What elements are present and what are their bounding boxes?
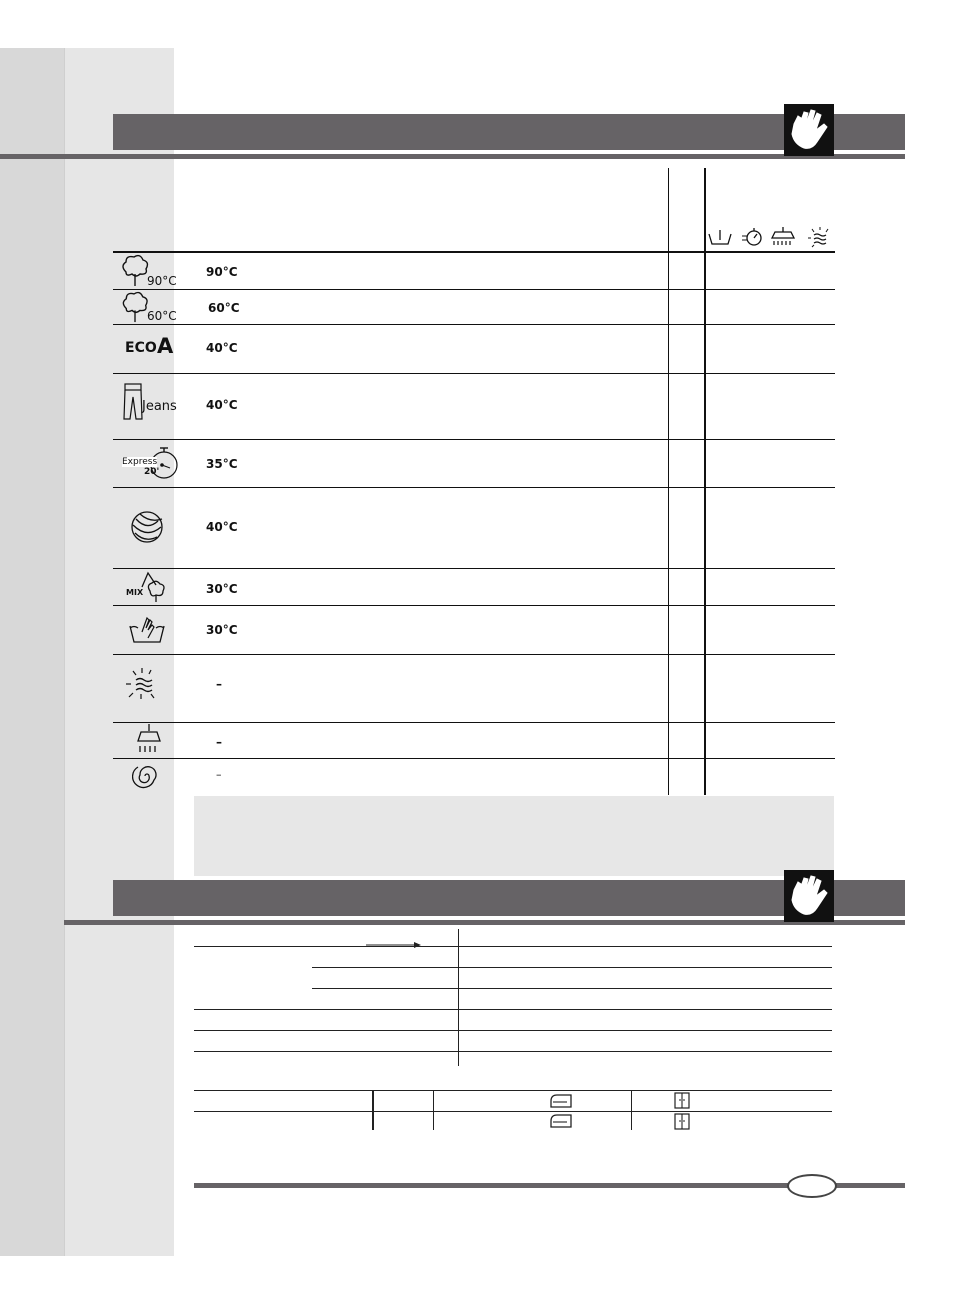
programme-temperature: 35°C [206,457,238,471]
section-header-rule-2 [64,920,905,925]
cotton-60-symbol-text: 60°C [147,309,177,323]
row-divider [113,439,835,440]
programme-temperature: 60°C [208,301,240,315]
dimensions-table-rule [194,1090,832,1091]
arrow-right-icon [366,934,422,942]
wool-icon [130,509,164,545]
spec-table-rule [312,988,832,989]
basin-icon [709,230,731,244]
programme-temperature: – [216,677,222,691]
table-header-rule [113,251,835,253]
express-minutes-label: 20' [144,467,160,477]
programme-temperature: 40°C [206,398,238,412]
row-divider [113,324,835,325]
cotton-90-symbol-text: 90°C [147,274,177,288]
programme-temperature: 90°C [206,265,238,279]
table-row [122,383,182,423]
programme-temperature: – [216,735,222,749]
spec-table-rule [312,967,832,968]
cotton-icon [120,254,150,288]
row-divider [113,487,835,488]
row-divider [113,289,835,290]
wardrobe-icon [674,1092,690,1109]
dimensions-table-rule [194,1111,832,1112]
refresh-icon [125,668,161,700]
dimensions-table-divider [433,1090,434,1130]
hand-icon [784,870,834,922]
refresh-icon [808,227,828,247]
wardrobe-icon [674,1113,690,1130]
column-icons [706,226,834,248]
row-divider [113,654,835,655]
rinse-icon [772,227,794,245]
spec-table-rule [194,1009,832,1010]
row-divider [113,568,835,569]
section-header-rule-1 [0,154,905,159]
eco-label: ECO [125,340,157,356]
table-row [120,254,180,288]
iron-icon [549,1113,573,1129]
row-divider [113,758,835,759]
row-divider [113,605,835,606]
express-label: Express [122,457,158,467]
table-row [120,291,180,324]
mix-icon [136,571,168,603]
table-col-divider-2 [704,168,706,795]
dimensions-table-divider [372,1090,374,1130]
jeans-label: Jeans [142,399,177,414]
hand-icon [784,104,834,156]
timer-icon [742,228,761,245]
page-number-oval [787,1174,837,1198]
eco-a-label: A [157,334,174,358]
iron-icon [549,1093,573,1109]
hand-wash-icon [128,614,166,644]
spec-table-divider [458,929,459,1066]
programme-temperature: – [216,768,222,781]
rinse-icon [135,723,163,755]
spec-table-rule [194,1030,832,1031]
row-divider [113,373,835,374]
programme-temperature: 40°C [206,520,238,534]
spec-table-rule [194,946,832,947]
dimensions-table-divider [631,1090,632,1130]
table-row [125,334,185,360]
table-row [126,571,170,603]
row-divider [113,722,835,723]
cotton-icon [120,291,150,324]
margin-band-outer [0,48,64,1256]
notes-box [194,796,834,876]
table-col-divider-1 [668,168,669,795]
programme-temperature: 40°C [206,341,238,355]
programme-temperature: 30°C [206,623,238,637]
margin-band-inner [64,48,174,1256]
spin-icon [132,761,162,791]
jeans-icon [122,383,144,421]
programme-temperature: 30°C [206,582,238,596]
table-row [122,446,184,480]
spec-table-rule [194,1051,832,1052]
mix-label: MIX [126,588,144,597]
